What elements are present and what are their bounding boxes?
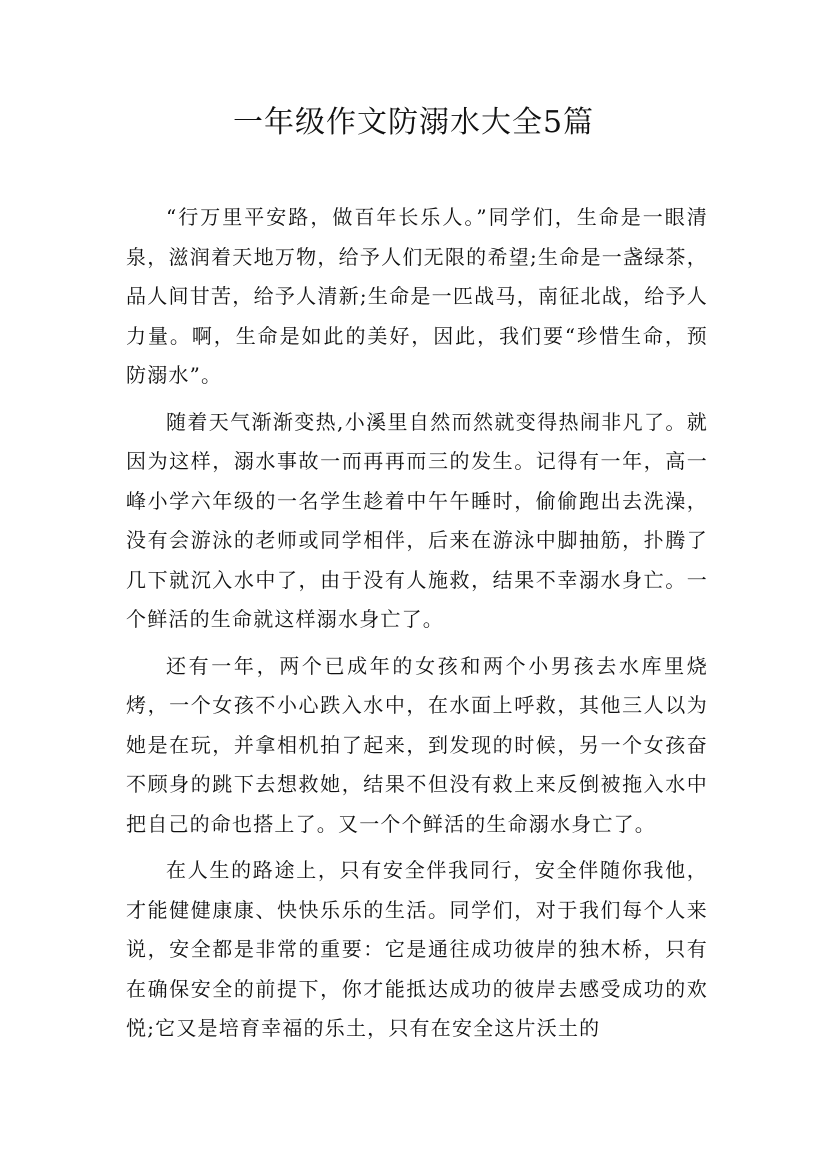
paragraph-1: “行万里平安路，做百年长乐人。”同学们，生命是一眼清泉，滋润着天地万物，给予人们无限的希望;生命是一盏绿茶，品人间甘苦，给予人清新;生命是一匹战马，南征北战，给予人力量。啊，生命是如此的美好，因此，我们要“珍惜生命，预防溺水”。 bbox=[126, 205, 708, 387]
paragraph-3: 还有一年，两个已成年的女孩和两个小男孩去水库里烧烤，一个女孩不小心跌入水中，在水面上呼救，其他三人以为她是在玩，并拿相机拍了起来，到发现的时候，另一个女孩奋不顾身的跳下去想救她，结果不但没有救上来反倒被拖入水中把自己的命也搭上了。又一个个鲜活的生命溺水身亡了。 bbox=[126, 653, 708, 836]
paragraph-2: 随着天气渐渐变热,小溪里自然而然就变得热闹非凡了。就因为这样，溺水事故一而再再而三的发生。记得有一年，高一峰小学六年级的一名学生趁着中午午睡时，偷偷跑出去洗澡，没有会游泳的老师或同学相伴，后来在游泳中脚抽筋，扑腾了几下就沉入水中了，由于没有人施救，结果不幸溺水身亡。一个鲜活的生命就这样溺水身亡了。 bbox=[126, 409, 708, 631]
paragraph-4: 在人生的路途上，只有安全伴我同行，安全伴随你我他，才能健健康康、快快乐乐的生活。同学们，对于我们每个人来说，安全都是非常的重要：它是通往成功彼岸的独木桥，只有在确保安全的前提下，你才能抵达成功的彼岸去感受成功的欢悦;它又是培育幸福的乐土，只有在安全这片沃土的 bbox=[126, 858, 708, 1040]
document-title: 一年级作文防溺水大全5篇 bbox=[232, 105, 595, 140]
document-body bbox=[126, 198, 708, 1056]
